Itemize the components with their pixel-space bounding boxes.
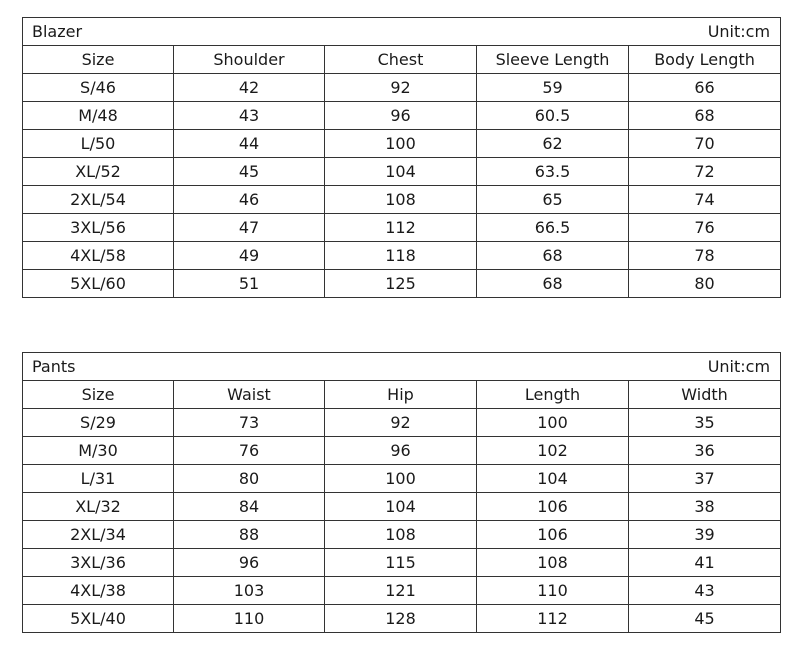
- size-cell: 3XL/56: [23, 214, 174, 242]
- table-row: [23, 214, 781, 242]
- pants-header-row: [23, 381, 781, 409]
- measurement-cell: 66: [629, 74, 781, 102]
- blazer-header-row: [23, 46, 781, 74]
- measurement-cell: 38: [629, 493, 781, 521]
- measurement-cell: 125: [325, 270, 477, 298]
- table-row: [23, 242, 781, 270]
- size-cell: XL/52: [23, 158, 174, 186]
- measurement-cell: 37: [629, 465, 781, 493]
- pants-table-body: [23, 353, 781, 633]
- size-cell: 3XL/36: [23, 549, 174, 577]
- measurement-cell: 100: [477, 409, 629, 437]
- measurement-cell: 110: [174, 605, 325, 633]
- table-row: [23, 130, 781, 158]
- size-cell: 2XL/54: [23, 186, 174, 214]
- measurement-cell: 63.5: [477, 158, 629, 186]
- table-row: [23, 605, 781, 633]
- size-cell: 4XL/58: [23, 242, 174, 270]
- measurement-cell: 41: [629, 549, 781, 577]
- measurement-cell: 104: [325, 158, 477, 186]
- blazer-table-title: Blazer: [32, 22, 83, 41]
- measurement-cell: 92: [325, 74, 477, 102]
- measurement-cell: 42: [174, 74, 325, 102]
- pants-table-title: Pants: [32, 357, 76, 376]
- measurement-cell: 51: [174, 270, 325, 298]
- blazer-unit-label: Unit:cm: [707, 22, 771, 41]
- measurement-cell: 73: [174, 409, 325, 437]
- measurement-cell: 115: [325, 549, 477, 577]
- size-cell: L/31: [23, 465, 174, 493]
- measurement-cell: 46: [174, 186, 325, 214]
- measurement-cell: 74: [629, 186, 781, 214]
- measurement-cell: 112: [477, 605, 629, 633]
- pants-title-cell: [23, 353, 781, 381]
- measurement-cell: 76: [174, 437, 325, 465]
- measurement-cell: 96: [325, 437, 477, 465]
- measurement-cell: 96: [174, 549, 325, 577]
- measurement-cell: 72: [629, 158, 781, 186]
- size-cell: 5XL/40: [23, 605, 174, 633]
- blazer-table-body: [23, 18, 781, 298]
- measurement-cell: 118: [325, 242, 477, 270]
- table-row: [23, 158, 781, 186]
- pants-title-row: [23, 353, 781, 381]
- measurement-cell: 45: [629, 605, 781, 633]
- measurement-cell: 110: [477, 577, 629, 605]
- table-row: [23, 493, 781, 521]
- column-header: Size: [23, 381, 174, 409]
- measurement-cell: 76: [629, 214, 781, 242]
- pants-unit-label: Unit:cm: [707, 357, 771, 376]
- table-row: [23, 577, 781, 605]
- column-header: Shoulder: [174, 46, 325, 74]
- measurement-cell: 104: [325, 493, 477, 521]
- measurement-cell: 39: [629, 521, 781, 549]
- column-header: Body Length: [629, 46, 781, 74]
- measurement-cell: 68: [477, 270, 629, 298]
- measurement-cell: 59: [477, 74, 629, 102]
- blazer-size-table: [22, 17, 781, 298]
- measurement-cell: 80: [174, 465, 325, 493]
- measurement-cell: 47: [174, 214, 325, 242]
- measurement-cell: 96: [325, 102, 477, 130]
- measurement-cell: 36: [629, 437, 781, 465]
- measurement-cell: 49: [174, 242, 325, 270]
- measurement-cell: 84: [174, 493, 325, 521]
- measurement-cell: 106: [477, 521, 629, 549]
- measurement-cell: 108: [477, 549, 629, 577]
- table-row: [23, 409, 781, 437]
- blazer-title-row: [23, 18, 781, 46]
- pants-size-table: [22, 352, 781, 633]
- size-cell: 2XL/34: [23, 521, 174, 549]
- measurement-cell: 108: [325, 186, 477, 214]
- table-row: [23, 102, 781, 130]
- blazer-title-cell: [23, 18, 781, 46]
- column-header: Length: [477, 381, 629, 409]
- column-header: Sleeve Length: [477, 46, 629, 74]
- measurement-cell: 104: [477, 465, 629, 493]
- measurement-cell: 43: [629, 577, 781, 605]
- table-row: [23, 74, 781, 102]
- measurement-cell: 92: [325, 409, 477, 437]
- size-cell: XL/32: [23, 493, 174, 521]
- measurement-cell: 66.5: [477, 214, 629, 242]
- size-cell: S/29: [23, 409, 174, 437]
- measurement-cell: 35: [629, 409, 781, 437]
- measurement-cell: 70: [629, 130, 781, 158]
- size-cell: 5XL/60: [23, 270, 174, 298]
- measurement-cell: 62: [477, 130, 629, 158]
- size-cell: L/50: [23, 130, 174, 158]
- measurement-cell: 78: [629, 242, 781, 270]
- measurement-cell: 100: [325, 465, 477, 493]
- table-row: [23, 270, 781, 298]
- column-header: Waist: [174, 381, 325, 409]
- measurement-cell: 45: [174, 158, 325, 186]
- column-header: Hip: [325, 381, 477, 409]
- measurement-cell: 44: [174, 130, 325, 158]
- measurement-cell: 102: [477, 437, 629, 465]
- measurement-cell: 68: [477, 242, 629, 270]
- measurement-cell: 121: [325, 577, 477, 605]
- measurement-cell: 108: [325, 521, 477, 549]
- column-header: Chest: [325, 46, 477, 74]
- size-cell: M/30: [23, 437, 174, 465]
- measurement-cell: 103: [174, 577, 325, 605]
- column-header: Size: [23, 46, 174, 74]
- size-cell: M/48: [23, 102, 174, 130]
- column-header: Width: [629, 381, 781, 409]
- measurement-cell: 43: [174, 102, 325, 130]
- measurement-cell: 60.5: [477, 102, 629, 130]
- measurement-cell: 88: [174, 521, 325, 549]
- measurement-cell: 100: [325, 130, 477, 158]
- measurement-cell: 68: [629, 102, 781, 130]
- table-row: [23, 437, 781, 465]
- measurement-cell: 65: [477, 186, 629, 214]
- size-cell: S/46: [23, 74, 174, 102]
- measurement-cell: 106: [477, 493, 629, 521]
- measurement-cell: 128: [325, 605, 477, 633]
- table-row: [23, 549, 781, 577]
- table-row: [23, 521, 781, 549]
- table-row: [23, 186, 781, 214]
- measurement-cell: 112: [325, 214, 477, 242]
- measurement-cell: 80: [629, 270, 781, 298]
- size-cell: 4XL/38: [23, 577, 174, 605]
- table-row: [23, 465, 781, 493]
